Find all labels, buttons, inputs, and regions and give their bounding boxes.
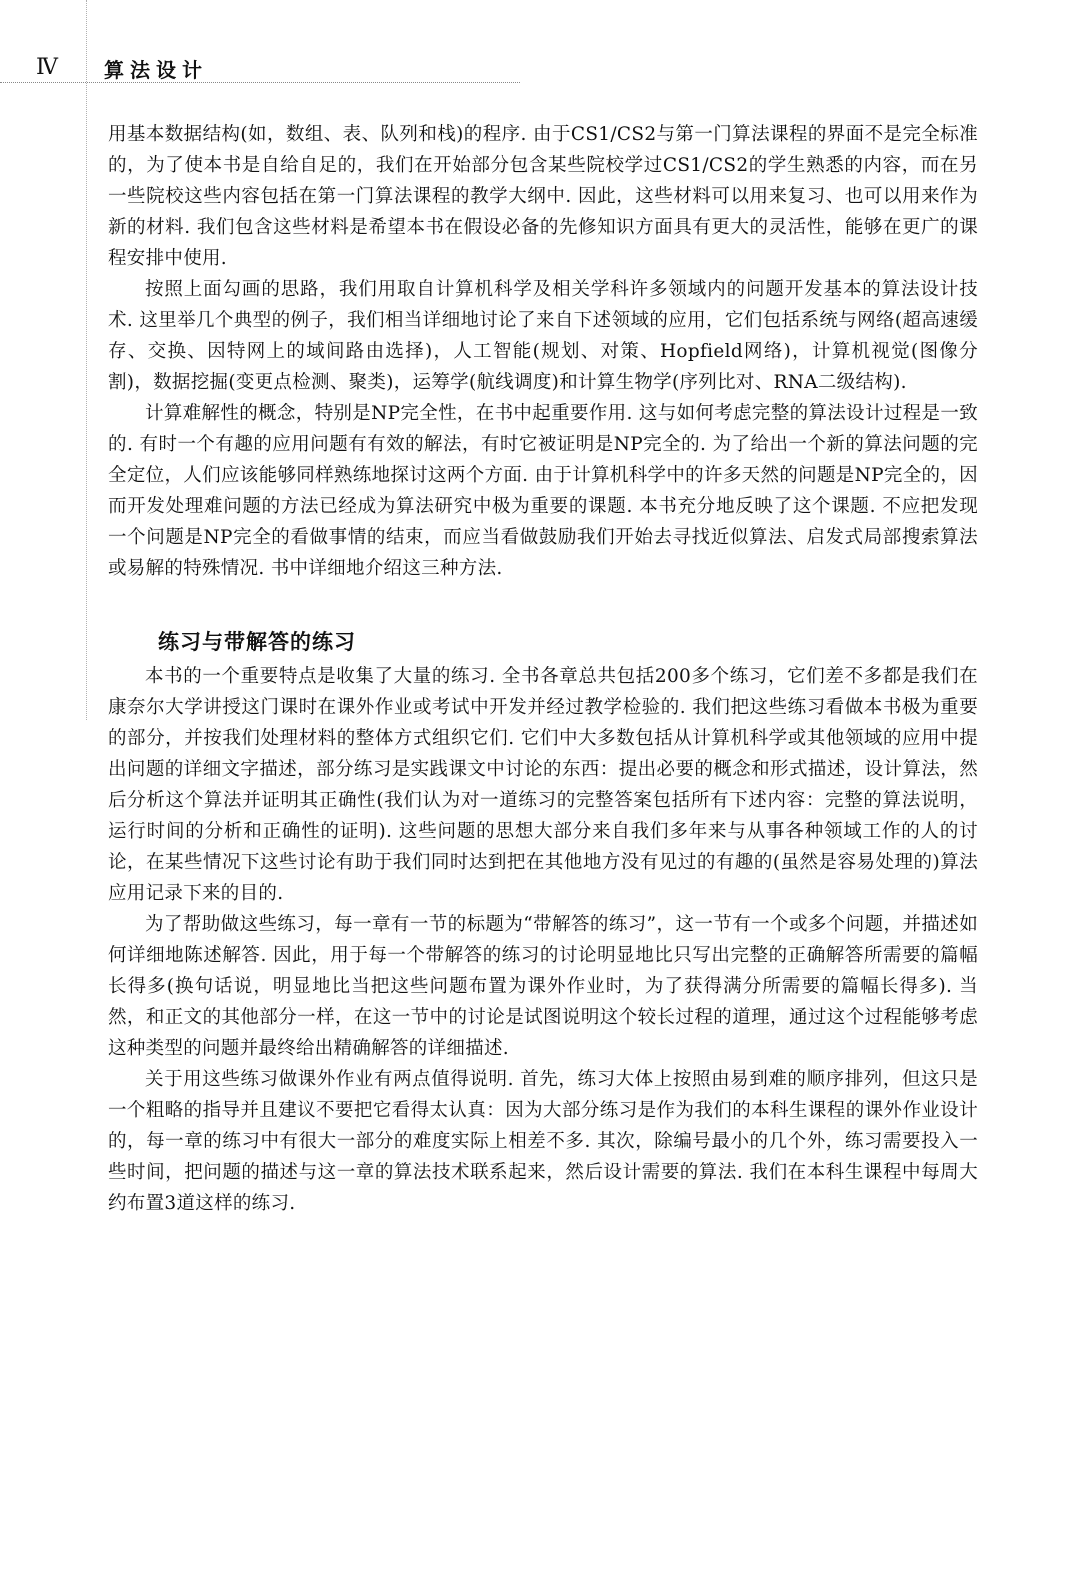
body-paragraph: 计算难解性的概念，特别是NP完全性，在书中起重要作用. 这与如何考虑完整的算法设计过程是一致的. 有时一个有趣的应用问题有有效的解法，有时它被证明是NP完全的. 为了给出一个新的算法问题的完全定位，人们应该能够同样熟练地探讨这两个方面. 由于计算机科学中的许多天然的问题是NP完全的，因而开发处理难问题的方法已经成为算法研究中极为重要的课题. 本书充分地反映了这个课题. 不应把发现一个问题是NP完全的看做事情的结束，而应当看做鼓励我们开始去寻找近似算法、启发式局部搜索算法或易解的特殊情况. 书中详细地介绍这三种方法. [108, 403, 978, 579]
body-paragraph: 用基本数据结构(如，数组、表、队列和栈)的程序. 由于CS1/CS2与第一门算法课程的界面不是完全标准的，为了使本书是自给自足的，我们在开始部分包含某些院校学过CS1/CS2的学生熟悉的内容，而在另一些院校这些内容包括在第一门算法课程的教学大纲中. 因此，这些材料可以用来复习、也可以用来作为新的材料. 我们包含这些材料是希望本书在假设必备的先修知识方面具有更大的灵活性，能够在更广的课程安排中使用. [108, 124, 978, 269]
running-head-title: 算法设计 [104, 58, 208, 82]
header-rule [0, 82, 520, 83]
section-paragraph: 关于用这些练习做课外作业有两点值得说明. 首先，练习大体上按照由易到难的顺序排列，但这只是一个粗略的指导并且建议不要把它看得太认真：因为大部分练习是作为我们的本科生课程的课外作业设计的，每一章的练习中有很大一部分的难度实际上相差不多. 其次，除编号最小的几个外，练习需要投入一些时间，把问题的描述与这一章的算法技术联系起来，然后设计需要的算法. 我们在本科生课程中每周大约布置3道这样的练习. [108, 1069, 978, 1214]
page-body [108, 119, 978, 1219]
section-heading: 练习与带解答的练习 [158, 630, 356, 654]
body-paragraph: 按照上面勾画的思路，我们用取自计算机科学及相关学科许多领域内的问题开发基本的算法设计技术. 这里举几个典型的例子，我们相当详细地讨论了来自下述领域的应用，它们包括系统与网络(超高速缓存、交换、因特网上的域间路由选择)，人工智能(规划、对策、Hopfield网络)，计算机视觉(图像分割)，数据挖掘(变更点检测、聚类)，运筹学(航线调度)和计算生物学(序列比对、RNA二级结构). [108, 279, 978, 393]
page-number: Ⅳ [36, 54, 59, 79]
section-paragraph: 为了帮助做这些练习，每一章有一节的标题为“带解答的练习”，这一节有一个或多个问题，并描述如何详细地陈述解答. 因此，用于每一个带解答的练习的讨论明显地比只写出完整的正确解答所需要的篇幅长得多(换句话说，明显地比当把这些问题布置为课外作业时，为了获得满分所需要的篇幅长得多). 当然，和正文的其他部分一样，在这一节中的讨论是试图说明这个较长过程的道理，通过这个过程能够考虑这种类型的问题并最终给出精确解答的详细描述. [108, 914, 978, 1059]
margin-rule [86, 0, 87, 720]
section-paragraph: 本书的一个重要特点是收集了大量的练习. 全书各章总共包括200多个练习，它们差不多都是我们在康奈尔大学讲授这门课时在课外作业或考试中开发并经过教学检验的. 我们把这些练习看做本书极为重要的部分，并按我们处理材料的整体方式组织它们. 它们中大多数包括从计算机科学或其他领域的应用中提出问题的详细文字描述，部分练习是实践课文中讨论的东西：提出必要的概念和形式描述，设计算法，然后分析这个算法并证明其正确性(我们认为对一道练习的完整答案包括所有下述内容：完整的算法说明，运行时间的分析和正确性的证明). 这些问题的思想大部分来自我们多年来与从事各种领域工作的人的讨论，在某些情况下这些讨论有助于我们同时达到把在其他地方没有见过的有趣的(虽然是容易处理的)算法应用记录下来的目的. [108, 666, 978, 904]
page-header [0, 0, 520, 84]
